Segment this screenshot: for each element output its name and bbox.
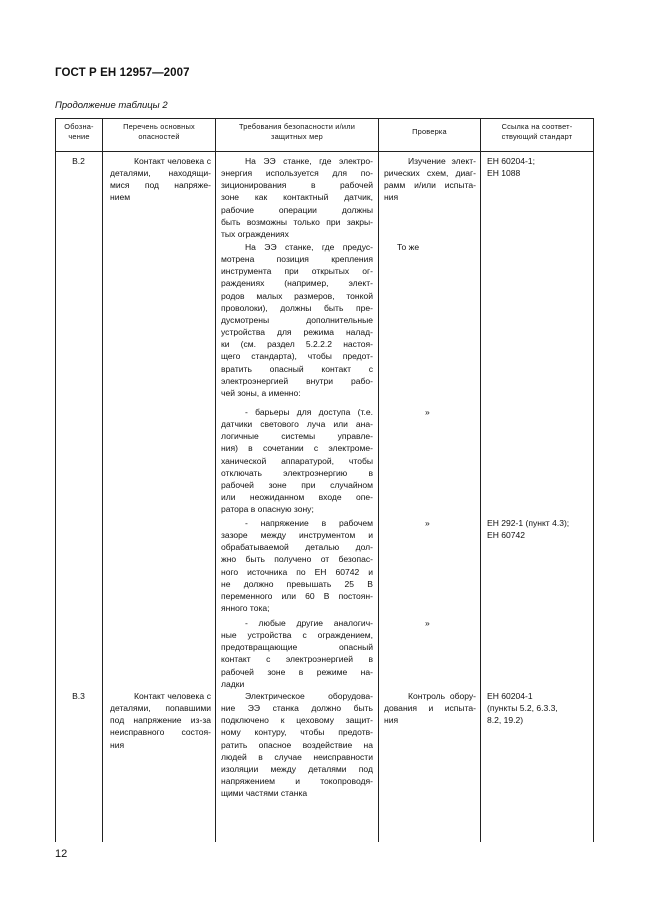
table-border-left — [55, 118, 56, 842]
requirement-paragraph: На ЭЭ станке, где предус- мотрена позиция крепления инструмента при открытых ог- раждениях (например, элект- родов малых размеров, тонкой проволоки), должны быть пре- дусмотрены дополнительные устройства для режима налад- ки (см. раздел 5.2.2.2 настоя- щего стандарта), чтобы предот- вратить опасный контакт с электроэнергией внутри рабо- чей зоны, а именно: — [221, 242, 373, 398]
page-number: 12 — [55, 848, 68, 860]
standard-title: ГОСТ Р ЕН 12957—2007 — [55, 67, 190, 79]
reference-cell: ЕН 292-1 (пункт 4.3); ЕН 60742 — [487, 518, 570, 541]
requirement-paragraph: - напряжение в рабочем зазоре между инструментом и обрабатываемой деталью дол- жно быть получено от безопас- ного источника по ЕН 60742 и не должно превышать 25 В переменного или 60 В постоян- янного тока; — [221, 518, 373, 614]
verification-cell: Контроль обору- дования и испыта- ния — [384, 691, 476, 726]
column-divider — [102, 118, 103, 842]
column-divider — [215, 118, 216, 842]
header-hazards: Перечень основных опасностей — [123, 122, 195, 141]
header-divider — [55, 151, 594, 152]
hazard-cell: Контакт человека с деталями, попавшими под напряжение из-за неисправного состоя- ния — [110, 691, 211, 750]
reference-cell: ЕН 60204-1 (пункты 5.2, 6.3.3, 8.2, 19.2) — [487, 691, 558, 726]
verification-ditto: » — [425, 518, 430, 528]
column-divider — [480, 118, 481, 842]
header-verification: Проверка — [412, 127, 447, 136]
row-id: В.3 — [72, 691, 85, 701]
header-reference: Ссылка на соответ- ствующий стандарт — [501, 122, 573, 141]
column-divider — [378, 118, 379, 842]
table-border-top — [55, 118, 594, 119]
verification-ditto: » — [425, 407, 430, 417]
requirement-paragraph: На ЭЭ станке, где электро- энергия используется для по- зиционирования в рабочей зоне как контактный датчик, рабочие операции должны быть возможны только при закры- тых ограждениях — [221, 156, 373, 239]
table-continuation-label: Продолжение таблицы 2 — [55, 100, 168, 111]
requirement-paragraph: - барьеры для доступа (т.е. датчики светового луча или ана- логичные системы управле- ния) в сочетании с электроме- ханической аппаратурой, чтобы отключать электроэнергию в рабочей зоне при случайном или неожиданном входе опе- ратора в опасную зону; — [221, 407, 373, 515]
verification-ditto: » — [425, 618, 430, 628]
reference-cell: ЕН 60204-1; ЕН 1088 — [487, 156, 535, 179]
verification-same: То же — [397, 242, 420, 252]
header-designation: Обозна- чение — [64, 122, 94, 141]
header-requirements: Требования безопасности и/или защитных мер — [238, 122, 356, 141]
hazard-cell: Контакт человека с деталями, находящи- мися под напряже- нием — [110, 156, 211, 203]
table-border-right — [593, 118, 594, 842]
verification-cell: Изучение элект- рических схем, диаг- рамм и/или испыта- ния — [384, 156, 476, 203]
safety-requirements-table — [55, 118, 594, 842]
row-id: В.2 — [72, 156, 85, 166]
requirement-paragraph: - любые другие аналогич- ные устройства с ограждением, предотвращающие опасный контакт с электроэнергией в рабочей зоне в режиме на- ладки — [221, 618, 373, 689]
requirement-paragraph: Электрическое оборудова- ние ЭЭ станка должно быть подключено к цеховому защит- ному контуру, чтобы предотв- ратить опасное воздействие на людей в случае неисправности изоляции между деталями под напряжением и токопроводя- щими частями станка — [221, 691, 373, 799]
